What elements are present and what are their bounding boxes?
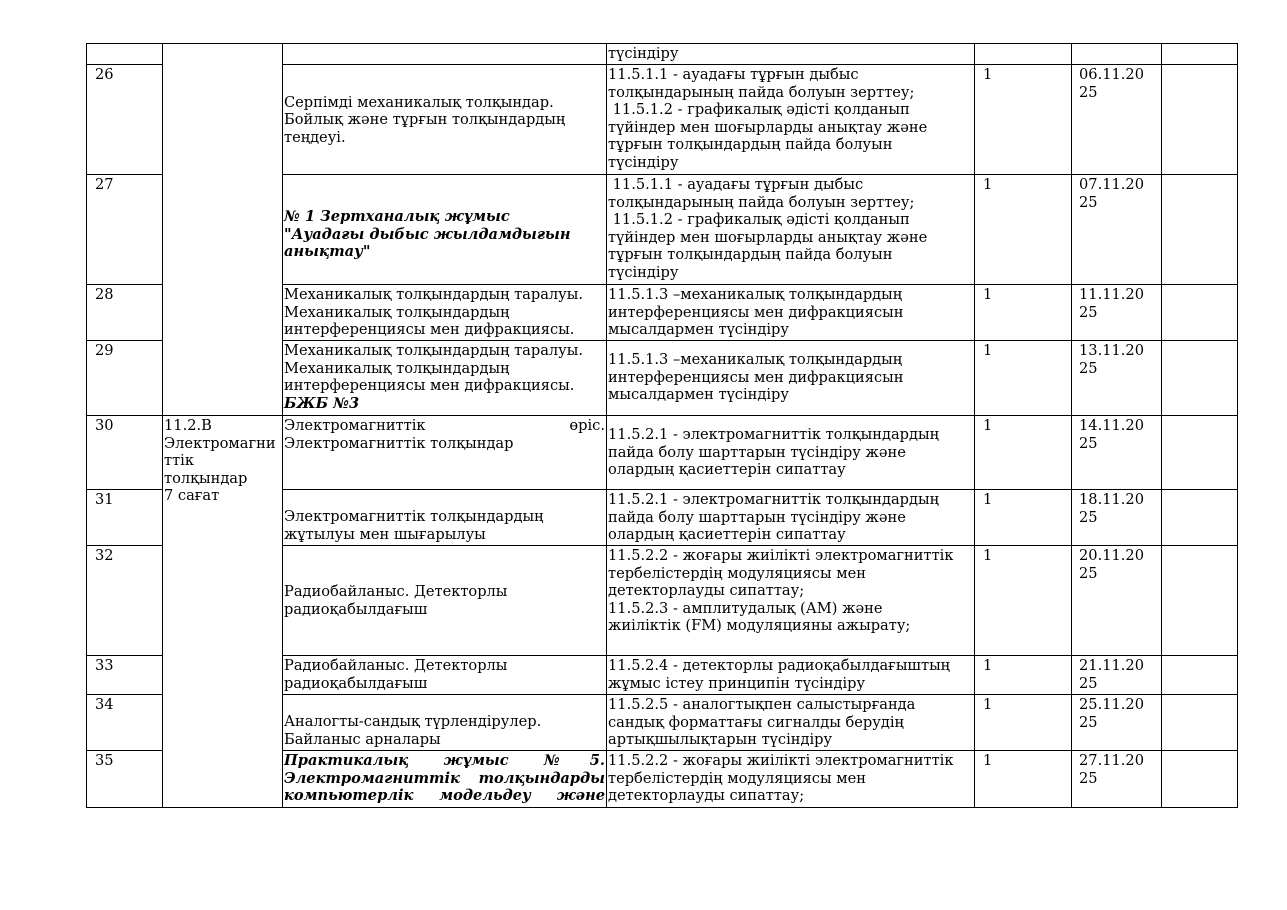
text-line: ттік	[164, 452, 194, 470]
hours-cell: 1	[975, 695, 1072, 751]
text-line: 11.5.2.4 - детекторлы радиоқабылдағыштың	[608, 657, 951, 674]
text-line: Электромагниттік толқындарды	[284, 769, 605, 787]
objective-cell	[607, 656, 975, 695]
text-line: 11.5.1.1 - ауадағы тұрғын дыбыс	[608, 66, 859, 83]
text-line: радиоқабылдағыш	[284, 601, 428, 618]
date-cell	[1072, 44, 1162, 65]
section-cell	[163, 416, 283, 808]
text-line: Байланыс арналары	[284, 730, 441, 748]
hours-cell: 1	[975, 416, 1072, 490]
text-line: 11.2.В	[164, 417, 212, 434]
table-row	[87, 44, 1238, 65]
text-line: пайда болу шарттарын түсіндіру және	[608, 508, 906, 526]
text-line: Механикалық толқындардың	[284, 359, 510, 377]
text-line: 11.5.2.2 - жоғары жиілікті электромагниттік	[608, 547, 954, 564]
text-line: Механикалық толқындардың	[284, 303, 510, 321]
date-cell: 14.11.2025	[1072, 416, 1162, 490]
lesson-number-cell: 34	[87, 695, 163, 751]
objective-cell	[607, 341, 975, 416]
date-cell: 27.11.2025	[1072, 751, 1162, 808]
text-line: интерференциясы мен дифракциясын	[608, 368, 904, 386]
text-line: интерференциясы мен дифракциясы.	[284, 377, 575, 395]
date-cell: 07.11.2025	[1072, 175, 1162, 285]
date-cell: 21.11.2025	[1072, 656, 1162, 695]
text-line: радиоқабылдағыш	[284, 674, 428, 692]
note-cell	[1162, 175, 1238, 285]
lesson-number-cell: 33	[87, 656, 163, 695]
topic-cell	[283, 416, 607, 490]
note-cell	[1162, 341, 1238, 416]
lesson-number-cell: 28	[87, 285, 163, 341]
text-line: артықшылықтарын түсіндіру	[608, 731, 833, 749]
hours-cell: 1	[975, 65, 1072, 175]
date-cell: 25.11.2025	[1072, 695, 1162, 751]
lesson-number-cell: 29	[87, 341, 163, 416]
lesson-number-cell: 30	[87, 416, 163, 490]
hours-cell: 1	[975, 341, 1072, 416]
objective-cell	[607, 546, 975, 656]
text-line: Механикалық толқындардың таралуы.	[284, 342, 584, 359]
lesson-number-cell: 26	[87, 65, 163, 175]
text-line: 11.5.2.2 - жоғары жиілікті электромагниттік	[608, 752, 954, 769]
note-cell	[1162, 751, 1238, 808]
date-cell: 20.11.2025	[1072, 546, 1162, 656]
lesson-number-cell: 35	[87, 751, 163, 808]
topic-cell	[283, 695, 607, 751]
note-cell	[1162, 416, 1238, 490]
text-line: Радиобайланыс. Детекторлы	[284, 583, 508, 601]
note-cell	[1162, 65, 1238, 175]
text-line: 11.5.1.3 –механикалық толқындардың	[608, 351, 903, 368]
text-line: 7 сағат	[164, 487, 220, 505]
topic-cell	[283, 44, 607, 65]
objective-cell	[607, 490, 975, 546]
text-line: олардың қасиеттерін сипаттау	[608, 526, 846, 544]
text-line: Аналогты-сандық түрлендірулер.	[284, 713, 542, 730]
hours-cell: 1	[975, 490, 1072, 546]
text-line: 11.5.2.1 - электромагниттік толқындардың	[608, 426, 939, 443]
text-line: интерференциясы мен дифракциясын	[608, 303, 904, 321]
text-line: интерференциясы мен дифракциясы.	[284, 321, 575, 339]
text-line: тербелістердің модуляциясы мен	[608, 564, 866, 582]
text-line: Электромагниттік толқындардың	[284, 508, 544, 525]
lesson-plan-table	[86, 43, 1238, 808]
text-line: компьютерлік модельдеу және	[284, 787, 605, 805]
text-line: Радиобайланыс. Детекторлы	[284, 657, 508, 674]
text-line: № 1 Зертханалық жұмыс	[284, 208, 510, 226]
date-cell: 18.11.2025	[1072, 490, 1162, 546]
text-line: 11.5.2.5 - аналогтықпен салыстырғанда	[608, 696, 916, 713]
text-line: түсіндіру	[608, 263, 679, 281]
date-cell: 13.11.2025	[1072, 341, 1162, 416]
objective-cell	[607, 416, 975, 490]
objective-cell	[607, 285, 975, 341]
topic-cell	[283, 285, 607, 341]
text-line: 11.5.1.2 - графикалық әдісті қолданып	[608, 211, 910, 229]
text-line: пайда болу шарттарын түсіндіру және	[608, 443, 906, 461]
text-line: 11.5.1.1 - ауадағы тұрғын дыбыс	[608, 176, 864, 193]
text-line: 11.5.1.3 –механикалық толқындардың	[608, 286, 903, 303]
topic-cell	[283, 490, 607, 546]
lesson-number-cell: 32	[87, 546, 163, 656]
topic-cell	[283, 656, 607, 695]
date-cell: 11.11.2025	[1072, 285, 1162, 341]
objective-cell	[607, 695, 975, 751]
note-cell	[1162, 490, 1238, 546]
text-line: тербелістердің модуляциясы мен	[608, 769, 866, 787]
lesson-number-cell: 27	[87, 175, 163, 285]
objective-cell	[607, 65, 975, 175]
note-cell	[1162, 285, 1238, 341]
topic-word: Электромагниттік	[284, 417, 426, 434]
text-line: Практикалық жұмыс №5.	[284, 752, 605, 769]
objective-cell	[607, 751, 975, 808]
hours-cell: 1	[975, 656, 1072, 695]
text-line: 11.5.2.1 - электромагниттік толқындардың	[608, 491, 939, 508]
text-line: мысалдармен түсіндіру	[608, 386, 789, 404]
note-cell	[1162, 546, 1238, 656]
topic-cell	[283, 65, 607, 175]
text-line: мысалдармен түсіндіру	[608, 321, 789, 339]
hours-cell: 1	[975, 546, 1072, 656]
assessment-label: БЖБ №3	[284, 394, 360, 412]
text-line: теңдеуі.	[284, 128, 346, 146]
note-cell	[1162, 44, 1238, 65]
text-line: жұтылуы мен шығарылуы	[284, 525, 486, 543]
text-line: түсіндіру	[608, 45, 679, 62]
hours-cell: 1	[975, 285, 1072, 341]
lesson-number-cell	[87, 44, 163, 65]
text-line: сандық форматтағы сигналды берудің	[608, 713, 904, 731]
topic-word: өріс.	[569, 417, 605, 434]
text-line: жұмыс істеу принципін түсіндіру	[608, 674, 866, 692]
section-cell-top	[163, 44, 283, 416]
note-cell	[1162, 656, 1238, 695]
topic-cell	[283, 175, 607, 285]
text-line: "Ауадағы дыбыс жылдамдығын	[284, 225, 571, 243]
hours-cell: 1	[975, 175, 1072, 285]
text-line: 11.5.1.2 - графикалық әдісті қолданып	[608, 101, 910, 119]
text-line: толқындарының пайда болуын зерттеу;	[608, 83, 915, 101]
text-line: Электромагни	[164, 434, 276, 452]
text-line: толқындарының пайда болуын зерттеу;	[608, 193, 915, 211]
text-line: Механикалық толқындардың таралуы.	[284, 286, 584, 303]
text-line: жиіліктік (FM) модуляцияны ажырату;	[608, 617, 911, 635]
date-cell: 06.11.2025	[1072, 65, 1162, 175]
text-line: Бойлық және тұрғын толқындардың	[284, 111, 566, 129]
text-line: Электромагниттік толқындар	[284, 434, 514, 452]
text-line: толқындар	[164, 469, 248, 487]
text-line: детекторлауды сипаттау;	[608, 582, 805, 600]
text-line: түсіндіру	[608, 153, 679, 171]
objective-cell	[607, 44, 975, 65]
table-row	[87, 416, 1238, 490]
text-line: анықтау"	[284, 243, 371, 261]
lesson-number-cell: 31	[87, 490, 163, 546]
hours-cell	[975, 44, 1072, 65]
text-line: олардың қасиеттерін сипаттау	[608, 461, 846, 479]
text-line: Серпімді механикалық толқындар.	[284, 93, 554, 111]
text-line: тұрғын толқындардың пайда болуын	[608, 136, 893, 154]
topic-cell	[283, 341, 607, 416]
text-line: детекторлауды сипаттау;	[608, 787, 805, 805]
text-line: түйіндер мен шоғырларды анықтау және	[608, 228, 928, 246]
hours-cell: 1	[975, 751, 1072, 808]
topic-title-line	[284, 417, 605, 435]
topic-cell	[283, 546, 607, 656]
text-line: 11.5.2.3 - амплитудалық (АМ) және	[608, 599, 883, 617]
note-cell	[1162, 695, 1238, 751]
text-line: түйіндер мен шоғырларды анықтау және	[608, 118, 928, 136]
objective-cell	[607, 175, 975, 285]
text-line: тұрғын толқындардың пайда болуын	[608, 246, 893, 264]
topic-cell	[283, 751, 607, 808]
